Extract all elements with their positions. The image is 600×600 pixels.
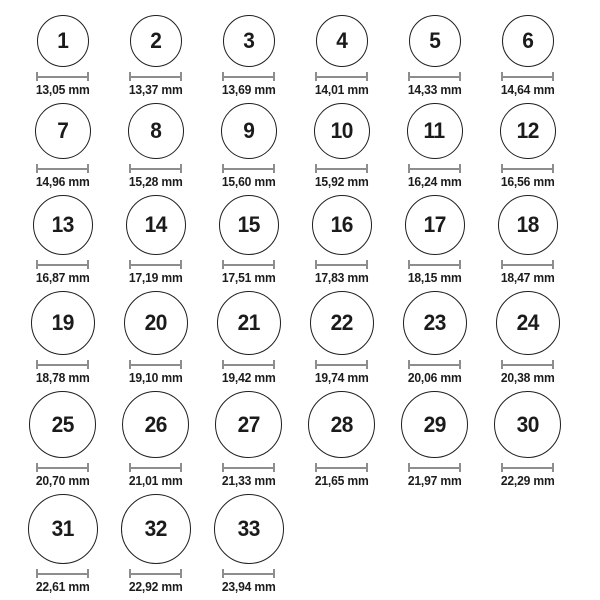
diameter-label: 17,51 mm (221, 271, 276, 285)
ring-size-circle (407, 103, 463, 159)
diameter-label: 22,61 mm (35, 580, 90, 594)
diameter-dimension-line (408, 360, 461, 369)
ring-size-circle (316, 15, 368, 67)
diameter-label: 21,33 mm (221, 474, 276, 488)
diameter-label: 13,69 mm (221, 83, 276, 97)
diameter-dimension-line (315, 463, 368, 472)
chart-row (16, 15, 600, 97)
ring-size-circle (312, 195, 372, 255)
dimension-bar (131, 467, 180, 469)
ring-size-number: 17 (423, 212, 446, 237)
ring-size-circle (35, 103, 91, 159)
ring-size-number: 4 (335, 28, 348, 53)
diameter-label: 18,15 mm (407, 271, 462, 285)
ring-size-number: 2 (149, 28, 162, 53)
diameter-label: 13,05 mm (35, 83, 90, 97)
ring-size-number: 16 (330, 212, 353, 237)
diameter-dimension-line (36, 569, 89, 578)
ring-size-circle (494, 391, 561, 458)
dimension-bar (410, 264, 459, 266)
dimension-bar (38, 168, 87, 170)
diameter-dimension-line (315, 360, 368, 369)
ring-size-number: 6 (521, 28, 534, 53)
diameter-label: 21,97 mm (407, 474, 462, 488)
ring-size-circle (314, 103, 370, 159)
ring-size-cell (109, 291, 202, 385)
diameter-dimension-line (129, 463, 182, 472)
ring-size-cell (109, 391, 202, 488)
dimension-bar (317, 168, 366, 170)
dimension-bar (224, 264, 273, 266)
diameter-dimension-line (501, 463, 554, 472)
diameter-label: 15,60 mm (221, 175, 276, 189)
diameter-dimension-line (129, 569, 182, 578)
dimension-bar (38, 364, 87, 366)
ring-size-number: 18 (516, 212, 539, 237)
ring-size-circle (128, 103, 184, 159)
ring-size-circle (122, 391, 189, 458)
ring-size-cell (481, 15, 574, 97)
dimension-bar (317, 467, 366, 469)
diameter-dimension-line (408, 72, 461, 81)
diameter-dimension-line (36, 260, 89, 269)
diameter-dimension-line (129, 164, 182, 173)
dimension-bar (131, 264, 180, 266)
ring-size-number: 20 (144, 310, 167, 335)
dimension-bar (38, 573, 87, 575)
ring-size-circle (124, 291, 188, 355)
ring-size-circle (500, 103, 556, 159)
ring-size-cell (295, 291, 388, 385)
ring-size-circle (33, 195, 93, 255)
diameter-label: 20,70 mm (35, 474, 90, 488)
ring-size-cell (295, 195, 388, 285)
ring-size-cell (388, 15, 481, 97)
diameter-label: 20,06 mm (407, 371, 462, 385)
diameter-dimension-line (36, 164, 89, 173)
ring-size-circle (502, 15, 554, 67)
dimension-bar (224, 76, 273, 78)
chart-row (16, 195, 600, 285)
ring-size-cell (295, 391, 388, 488)
ring-size-number: 1 (56, 28, 69, 53)
diameter-label: 14,96 mm (35, 175, 90, 189)
ring-size-number: 11 (423, 118, 446, 143)
diameter-dimension-line (222, 72, 275, 81)
ring-size-number: 33 (237, 516, 260, 541)
diameter-dimension-line (501, 260, 554, 269)
ring-size-number: 26 (144, 411, 167, 437)
diameter-label: 13,37 mm (128, 83, 183, 97)
ring-size-number: 32 (144, 516, 167, 541)
ring-size-circle (126, 195, 186, 255)
ring-size-number: 28 (330, 411, 353, 437)
ring-size-cell (481, 291, 574, 385)
diameter-label: 16,87 mm (35, 271, 90, 285)
ring-size-circle (215, 391, 282, 458)
ring-size-circle (121, 494, 191, 564)
ring-size-cell (388, 103, 481, 189)
ring-size-circle (219, 195, 279, 255)
dimension-bar (503, 364, 552, 366)
diameter-dimension-line (222, 569, 275, 578)
diameter-dimension-line (222, 164, 275, 173)
dimension-bar (224, 168, 273, 170)
ring-size-circle (496, 291, 560, 355)
dimension-bar (131, 364, 180, 366)
diameter-label: 15,28 mm (128, 175, 183, 189)
ring-size-cell (16, 103, 109, 189)
diameter-dimension-line (315, 72, 368, 81)
ring-size-cell (202, 15, 295, 97)
diameter-dimension-line (222, 260, 275, 269)
diameter-label: 16,24 mm (407, 175, 462, 189)
ring-size-cell (202, 103, 295, 189)
ring-size-circle (221, 103, 277, 159)
dimension-bar (503, 467, 552, 469)
diameter-dimension-line (222, 360, 275, 369)
diameter-dimension-line (408, 164, 461, 173)
ring-size-number: 24 (516, 310, 539, 335)
diameter-label: 14,01 mm (314, 83, 369, 97)
diameter-label: 19,74 mm (314, 371, 369, 385)
dimension-bar (317, 264, 366, 266)
diameter-dimension-line (129, 72, 182, 81)
ring-size-cell (109, 195, 202, 285)
dimension-bar (317, 364, 366, 366)
diameter-label: 20,38 mm (500, 371, 555, 385)
diameter-dimension-line (36, 72, 89, 81)
ring-size-cell (202, 195, 295, 285)
ring-size-cell (109, 15, 202, 97)
diameter-dimension-line (129, 260, 182, 269)
ring-size-number: 7 (56, 118, 69, 143)
dimension-bar (38, 467, 87, 469)
diameter-dimension-line (129, 360, 182, 369)
ring-size-number: 14 (144, 212, 167, 237)
ring-size-cell (481, 391, 574, 488)
ring-size-cell (388, 391, 481, 488)
diameter-label: 18,78 mm (35, 371, 90, 385)
ring-size-circle (498, 195, 558, 255)
diameter-label: 19,10 mm (128, 371, 183, 385)
ring-size-circle (223, 15, 275, 67)
dimension-bar (317, 76, 366, 78)
diameter-dimension-line (36, 360, 89, 369)
diameter-dimension-line (501, 164, 554, 173)
ring-size-number: 29 (423, 411, 446, 437)
dimension-bar (410, 364, 459, 366)
dimension-bar (410, 76, 459, 78)
ring-size-cell (202, 291, 295, 385)
ring-size-number: 9 (242, 118, 255, 143)
ring-size-cell (16, 494, 109, 594)
ring-size-number: 12 (516, 118, 539, 143)
ring-size-cell (109, 494, 202, 594)
diameter-label: 16,56 mm (500, 175, 555, 189)
ring-size-number: 13 (51, 212, 74, 237)
ring-size-cell (388, 195, 481, 285)
ring-size-number: 25 (51, 411, 74, 437)
dimension-bar (131, 168, 180, 170)
dimension-bar (131, 76, 180, 78)
diameter-dimension-line (501, 72, 554, 81)
ring-size-number: 27 (237, 411, 260, 437)
ring-size-circle (310, 291, 374, 355)
diameter-label: 15,92 mm (314, 175, 369, 189)
diameter-dimension-line (408, 260, 461, 269)
dimension-bar (224, 573, 273, 575)
ring-size-number: 15 (237, 212, 260, 237)
ring-size-circle (214, 494, 284, 564)
ring-size-number: 19 (51, 310, 74, 335)
diameter-label: 21,65 mm (314, 474, 369, 488)
ring-size-cell (388, 291, 481, 385)
diameter-label: 22,92 mm (128, 580, 183, 594)
ring-size-cell (16, 291, 109, 385)
chart-row (16, 494, 600, 594)
diameter-label: 17,19 mm (128, 271, 183, 285)
chart-row (16, 103, 600, 189)
ring-size-circle (37, 15, 89, 67)
ring-size-number: 31 (51, 516, 74, 541)
diameter-dimension-line (222, 463, 275, 472)
ring-size-cell (481, 195, 574, 285)
dimension-bar (410, 467, 459, 469)
ring-size-cell (16, 195, 109, 285)
diameter-label: 18,47 mm (500, 271, 555, 285)
ring-size-number: 8 (149, 118, 162, 143)
diameter-dimension-line (501, 360, 554, 369)
diameter-dimension-line (408, 463, 461, 472)
ring-size-circle (217, 291, 281, 355)
ring-size-number: 5 (428, 28, 441, 53)
ring-size-circle (401, 391, 468, 458)
ring-size-cell (295, 103, 388, 189)
diameter-dimension-line (36, 463, 89, 472)
ring-size-number: 10 (330, 118, 353, 143)
ring-size-cell (202, 391, 295, 488)
ring-size-number: 3 (242, 28, 255, 53)
ring-size-cell (109, 103, 202, 189)
ring-size-circle (29, 391, 96, 458)
ring-size-circle (31, 291, 95, 355)
chart-row (16, 291, 600, 385)
diameter-label: 19,42 mm (221, 371, 276, 385)
ring-size-number: 21 (237, 310, 260, 335)
dimension-bar (410, 168, 459, 170)
diameter-label: 21,01 mm (128, 474, 183, 488)
dimension-bar (38, 76, 87, 78)
ring-size-cell (295, 15, 388, 97)
chart-row (16, 391, 600, 488)
ring-size-number: 22 (330, 310, 353, 335)
ring-size-cell (481, 103, 574, 189)
dimension-bar (503, 264, 552, 266)
dimension-bar (224, 467, 273, 469)
diameter-dimension-line (315, 164, 368, 173)
diameter-dimension-line (315, 260, 368, 269)
ring-size-number: 30 (516, 411, 539, 437)
diameter-label: 23,94 mm (221, 580, 276, 594)
diameter-label: 22,29 mm (500, 474, 555, 488)
diameter-label: 14,33 mm (407, 83, 462, 97)
diameter-label: 17,83 mm (314, 271, 369, 285)
dimension-bar (503, 76, 552, 78)
ring-size-cell (16, 391, 109, 488)
ring-size-number: 23 (423, 310, 446, 335)
ring-size-circle (405, 195, 465, 255)
ring-size-circle (130, 15, 182, 67)
dimension-bar (38, 264, 87, 266)
dimension-bar (131, 573, 180, 575)
ring-size-circle (28, 494, 98, 564)
ring-size-cell (202, 494, 295, 594)
ring-size-cell (16, 15, 109, 97)
ring-size-circle (409, 15, 461, 67)
dimension-bar (224, 364, 273, 366)
ring-size-circle (403, 291, 467, 355)
ring-size-circle (308, 391, 375, 458)
dimension-bar (503, 168, 552, 170)
diameter-label: 14,64 mm (500, 83, 555, 97)
